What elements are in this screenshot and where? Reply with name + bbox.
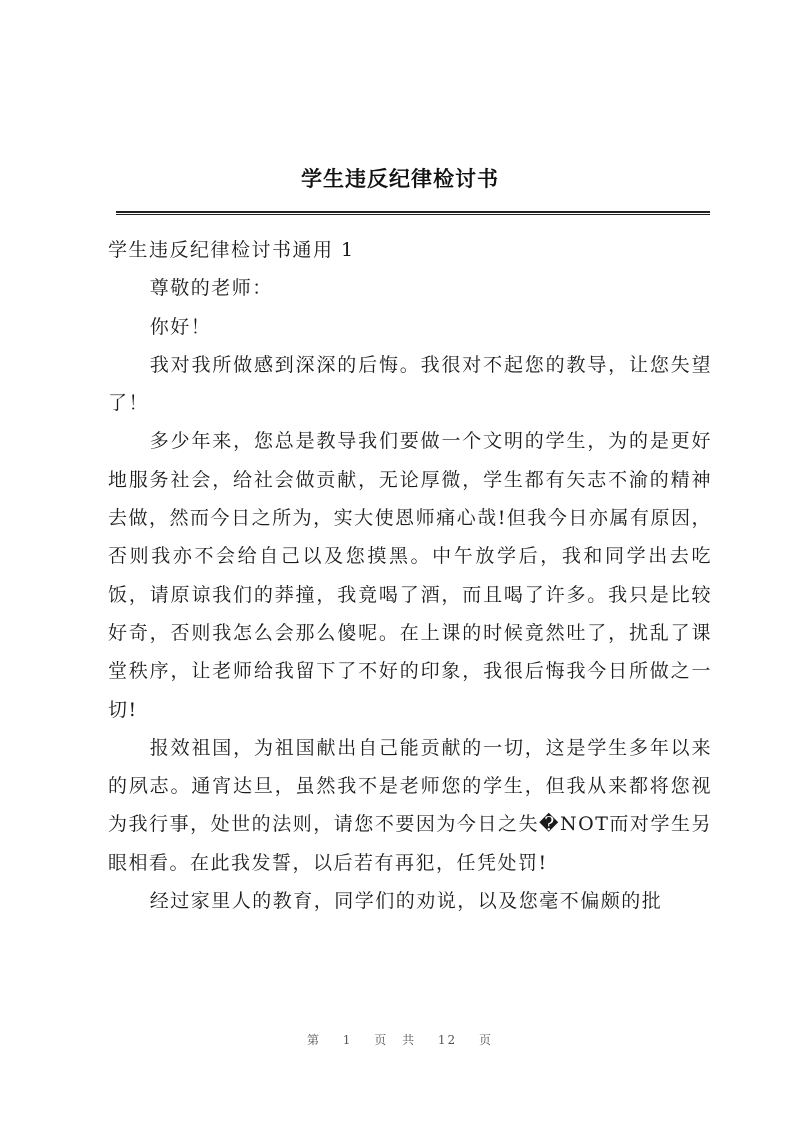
footer-total-pages: 12 [437, 1033, 458, 1047]
greeting: 你好！ [149, 315, 212, 338]
title-divider [116, 211, 710, 215]
body-paragraph: 经过家里人的教育，同学们的劝说，以及您毫不偏颇的批 [149, 890, 663, 913]
document-body [108, 231, 712, 920]
footer-of-label: 页 共 [374, 1033, 417, 1047]
section-heading: 学生违反纪律检讨书通用 1 [108, 239, 355, 261]
body-paragraph: 我对我所做感到深深的后悔。我很对不起您的教导，让您失望了！ [108, 353, 712, 415]
body-paragraph: 多少年来，您总是教导我们要做一个文明的学生，为的是更好地服务社会，给社会做贡献，无论厚微，学生都有矢志不渝的精神去做，然而今日之所为，实大使恩师痛心哉!但我今日亦属有原因，否则我亦不会给自己以及您摸黑。中午放学后，我和同学出去吃饭，请原谅我们的莽撞，我竟喝了酒，而且喝了许多。我只是比较好奇，否则我怎么会那么傻呢。在上课的时候竟然吐了，扰乱了课堂秩序，让老师给我留下了不好的印象，我很后悔我今日所做之一切! [108, 430, 712, 721]
footer-pages-label: 页 [479, 1033, 494, 1047]
footer-current-page: 1 [342, 1033, 353, 1047]
page-footer [0, 1031, 800, 1048]
body-paragraph: 报效祖国，为祖国献出自己能贡献的一切，这是学生多年以来的夙志。通宵达旦，虽然我不是老师您的学生，但我从来都将您视为我行事，处世的法则，请您不要因为今日之失�NOT而对学生另眼相看。在此我发誓，以后若有再犯，任凭处罚! [108, 736, 712, 874]
salutation: 尊敬的老师： [149, 277, 273, 300]
footer-page-label: 第 [306, 1033, 321, 1047]
document-title: 学生违反纪律检讨书 [301, 167, 499, 191]
